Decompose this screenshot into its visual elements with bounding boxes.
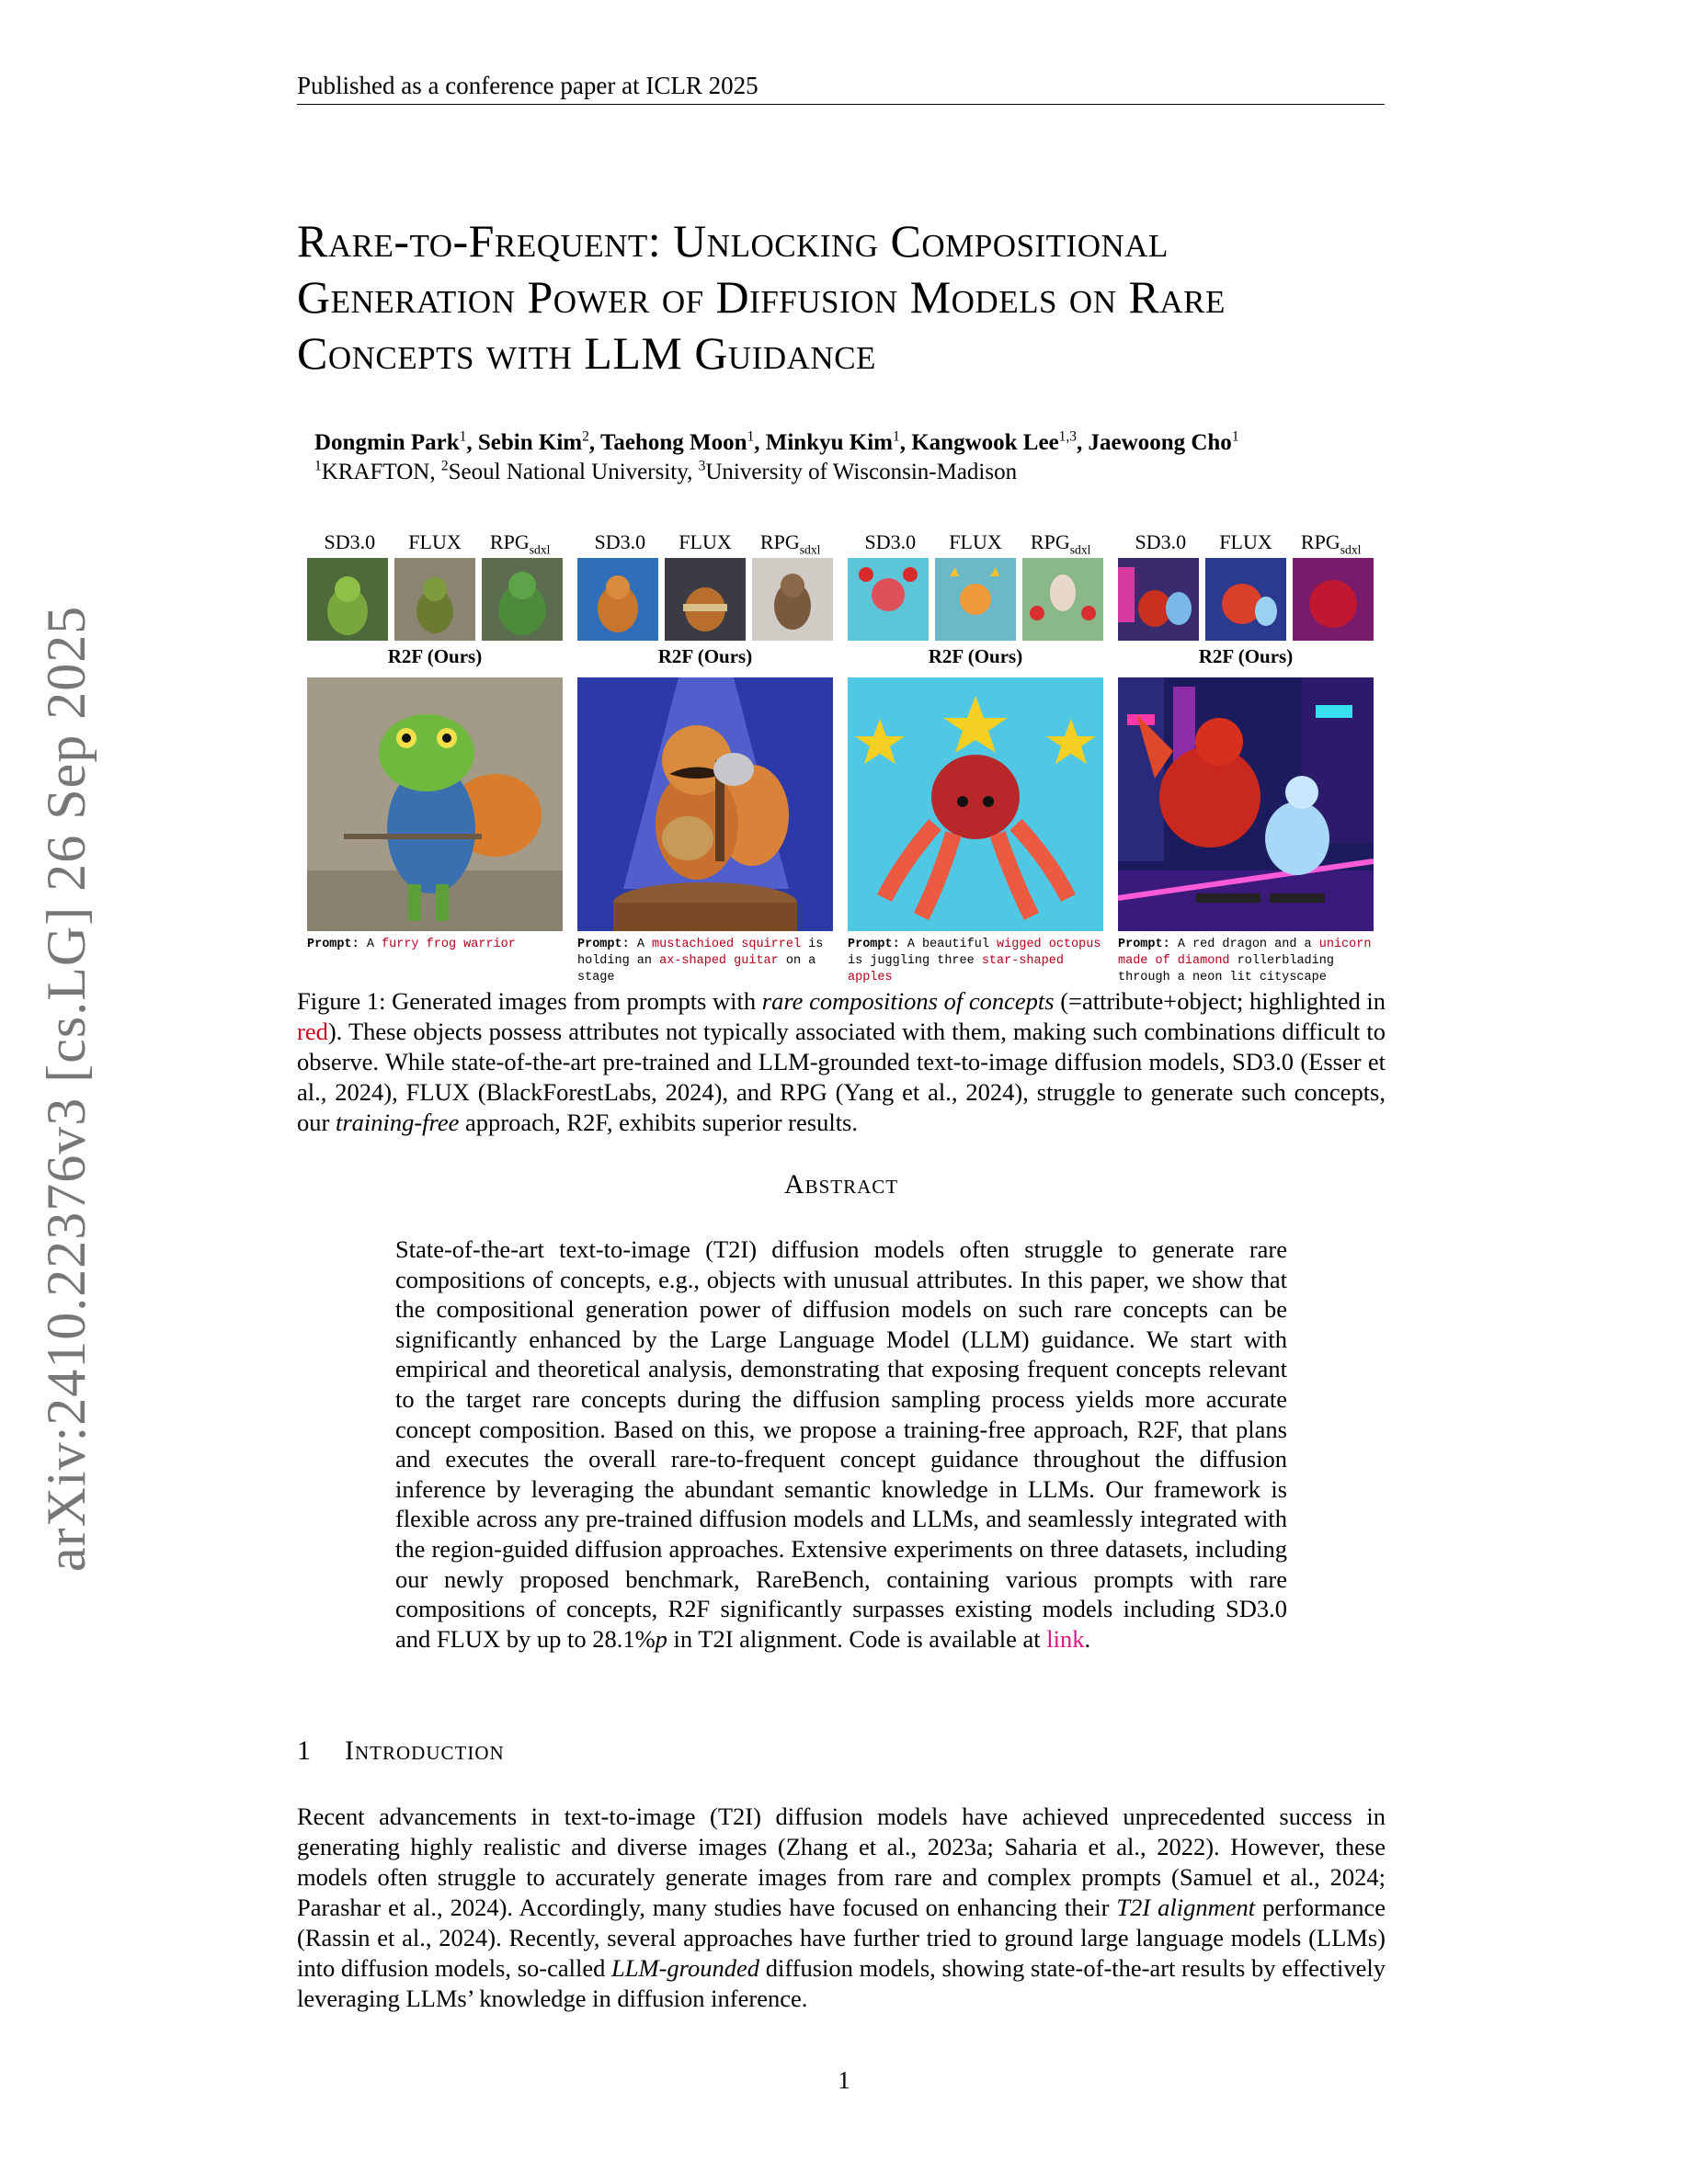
thumb-rpg-frog — [482, 558, 563, 641]
figure-prompt: Prompt: A red dragon and a unicorn made of diamond rollerblading through a neon lit cityscape — [1118, 938, 1372, 984]
section-title: Introduction — [345, 1735, 505, 1766]
abstract-body: State-of-the-art text-to-image (T2I) diffusion models often struggle to generate rare compositions of concepts, e.g., objects with unusual attributes. In this paper, we show that the compositional generation power of diffusion models on such rare concepts can be significantly enhanced by the Large Language Model (LLM) guidance. We start with empirical and theoretical analysis, demonstrating that exposing frequent concepts relevant to the target rare concepts during the diffusion sampling process yields more accurate concept composition. Based on this, we propose a training-free approach, R2F, that plans and executes the overall rare-to-frequent concept guidance throughout the diffusion inference by leveraging the abundant semantic knowledge in LLMs. Our framework is flexible across any pre-trained diffusion models and LLMs, and seamlessly integrated with the region-guided diffusion approaches. Extensive experiments on three datasets, including our newly proposed benchmark, RareBench, containing various prompts with rare compositions of concepts, R2F significantly surpasses existing models including SD3.0 and FLUX by up to 28.1%p in T2I alignment. Code is available at link. — [395, 1235, 1287, 1653]
figure-panel-frog — [307, 530, 563, 953]
title-line-2: Generation Power of Diffusion Models on Rare — [297, 271, 1226, 323]
ours-label: R2F (Ours) — [1198, 645, 1294, 667]
affiliations — [314, 458, 1381, 487]
baseline-thumbnails — [1118, 558, 1374, 641]
thumb-rpg-squirrel — [752, 558, 833, 641]
affil-mark: 2 — [440, 458, 449, 474]
model-label-flux: FLUX — [1219, 530, 1272, 553]
ours-label: R2F (Ours) — [657, 645, 753, 667]
figure-panel-squirrel — [577, 530, 833, 986]
model-labels — [1118, 530, 1374, 556]
affiliation: Seoul National University, — [448, 460, 693, 484]
model-label-flux: FLUX — [949, 530, 1002, 553]
author-name: Dongmin Park — [314, 430, 460, 455]
model-labels — [577, 530, 833, 556]
thumb-sd3-frog — [307, 558, 388, 641]
affil-mark: 1 — [314, 458, 322, 474]
thumb-flux-dragon — [1205, 558, 1286, 641]
model-label-rpg: $RPG_{sdxl}$ — [489, 530, 551, 557]
paper-title — [297, 213, 1391, 381]
figure-prompt: Prompt: A furry frog warrior — [307, 938, 516, 951]
author-name: Taehong Moon — [599, 430, 747, 455]
section-heading-introduction — [297, 1735, 505, 1767]
model-labels — [307, 530, 563, 556]
figure-panel-dragon — [1118, 530, 1374, 986]
model-label-rpg: $RPG_{sdxl}$ — [1300, 530, 1362, 557]
author-affil-mark: 2 — [582, 428, 589, 445]
section-number: 1 — [297, 1735, 312, 1766]
author-block — [314, 428, 1381, 487]
baseline-thumbnails — [848, 558, 1103, 641]
figure-prompt: Prompt: A beautiful wigged octopus is juggling three star-shaped apples — [848, 938, 1101, 984]
abstract-heading: Abstract — [783, 1169, 899, 1200]
r2f-image-wigged-octopus — [848, 677, 1103, 931]
ours-label: R2F (Ours) — [928, 645, 1023, 667]
figure-prompt: Prompt: A mustachioed squirrel is holding an ax-shaped guitar on a stage — [577, 938, 824, 984]
thumb-rpg-octopus — [1022, 558, 1103, 641]
title-line-3: Concepts with LLM Guidance — [297, 327, 876, 379]
r2f-image-dragon-unicorn — [1118, 677, 1374, 931]
model-label-flux: FLUX — [679, 530, 732, 553]
thumb-rpg-dragon — [1293, 558, 1374, 641]
author-affil-mark: 1 — [892, 428, 900, 445]
page-number: 1 — [838, 2066, 850, 2094]
introduction-paragraph: Recent advancements in text-to-image (T2I) diffusion models have achieved unprecedented success in generating highly realistic and diverse images (Zhang et al., 2023a; Saharia et al., 2022). However, these models often struggle to accurately generate images from rare and complex prompts (Samuel et al., 2024; Parashar et al., 2024). Accordingly, many studies have focused on enhancing their T2I alignment performance (Rassin et al., 2024). Recently, several approaches have further tried to ground large language models (LLMs) into diffusion models, so-called LLM-grounded diffusion models, showing state-of-the-art results by effectively leveraging LLMs’ knowledge in diffusion inference. — [297, 1803, 1386, 2012]
thumb-sd3-octopus — [848, 558, 929, 641]
author-affil-mark: 1 — [1231, 428, 1239, 445]
model-label-sd3: SD3.0 — [594, 530, 646, 553]
title-line-1: Rare-to-Frequent: Unlocking Compositional — [297, 215, 1169, 267]
thumb-flux-frog — [394, 558, 475, 641]
affil-mark: 3 — [698, 458, 706, 474]
author-affil-mark: 1 — [747, 428, 755, 445]
thumb-sd3-squirrel — [577, 558, 658, 641]
code-link[interactable]: link — [1046, 1624, 1085, 1653]
author-name: Jaewoong Cho — [1088, 430, 1232, 455]
affiliation: University of Wisconsin-Madison — [705, 460, 1018, 484]
running-header: Published as a conference paper at ICLR 2025 — [297, 72, 1385, 105]
author-name: Minkyu Kim — [765, 430, 893, 455]
r2f-image-mustachioed-squirrel — [577, 677, 833, 931]
thumb-sd3-dragon — [1118, 558, 1199, 641]
model-label-sd3: SD3.0 — [864, 530, 917, 553]
arxiv-side-label: arXiv:2410.22376v3 [cs.LG] 26 Sep 2025 — [36, 605, 97, 1572]
ours-label: R2F (Ours) — [387, 645, 483, 667]
author-name: Sebin Kim — [477, 430, 583, 455]
figure-panel-octopus — [848, 530, 1103, 986]
thumb-flux-octopus — [935, 558, 1016, 641]
author-name: Kangwook Lee — [911, 430, 1059, 455]
model-labels — [848, 530, 1103, 556]
model-label-sd3: SD3.0 — [1135, 530, 1187, 553]
model-label-rpg: $RPG_{sdxl}$ — [1030, 530, 1091, 557]
author-affil-mark: 1,3 — [1058, 428, 1078, 445]
figure-caption: Figure 1: Generated images from prompts with rare compositions of concepts (=attribute+object; highlighted in red). These objects possess attributes not typically associated with them, making such combinations difficult to observe. While state-of-the-art pre-trained and LLM-grounded text-to-image diffusion models, SD3.0 (Esser et al., 2024), FLUX (BlackForestLabs, 2024), and RPG (Yang et al., 2024), struggle to generate such concepts, our training-free approach, R2F, exhibits superior results. — [297, 987, 1386, 1136]
model-label-rpg: $RPG_{sdxl}$ — [759, 530, 821, 557]
model-label-sd3: SD3.0 — [324, 530, 376, 553]
author-affil-mark: 1 — [459, 428, 467, 445]
model-label-flux: FLUX — [408, 530, 462, 553]
baseline-thumbnails — [307, 558, 563, 641]
r2f-image-frog-warrior — [307, 677, 563, 931]
affiliation: KRAFTON, — [321, 460, 436, 484]
thumb-flux-squirrel — [665, 558, 746, 641]
baseline-thumbnails — [577, 558, 833, 641]
author-list: Dongmin Park$^1$, Sebin Kim$^2$, Taehong Moon$^1$, Minkyu Kim$^1$, Kangwook Lee$^{1,3}$, Jaewoong Cho$^1$ — [314, 428, 1239, 455]
